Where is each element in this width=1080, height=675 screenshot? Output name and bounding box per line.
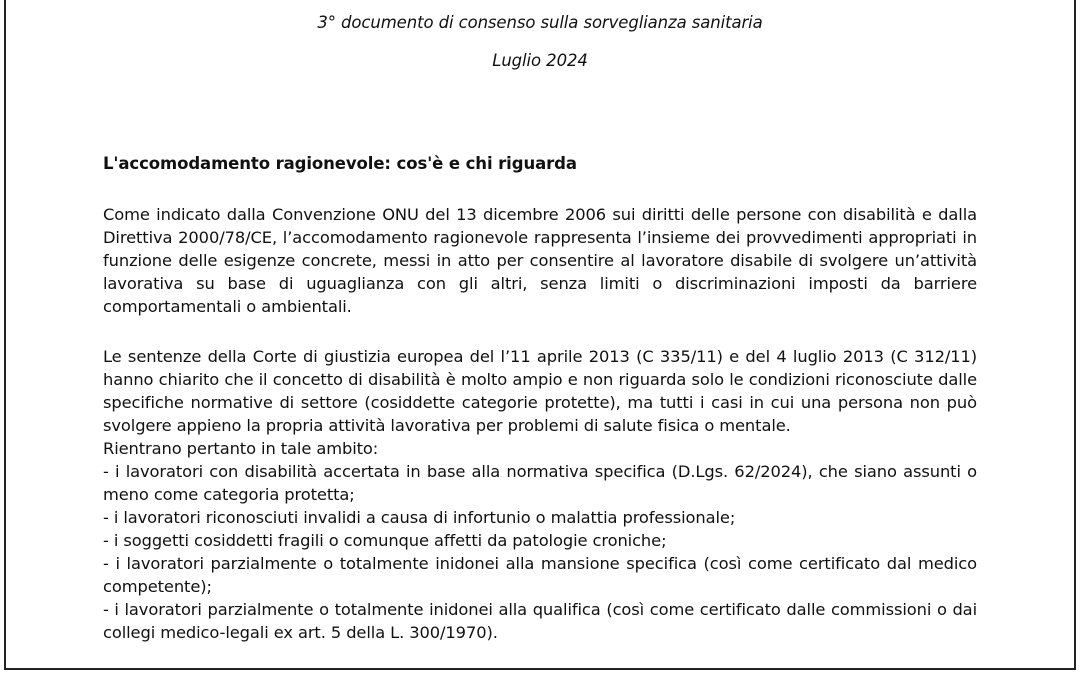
paragraph-line: Come indicato dalla Convenzione ONU del 13 dicembre 2006 sui diritti delle persone con disabilità e dalla [103, 205, 977, 224]
list-item: - i soggetti cosiddetti fragili o comunque affetti da patologie croniche; [103, 531, 667, 550]
paragraph-sentenze [103, 345, 977, 644]
paragraph-line: Le sentenze della Corte di giustizia europea del l’11 aprile 2013 (C 335/11) e del 4 luglio 2013 (C 312/11) [103, 347, 977, 366]
list-item: - i lavoratori con disabilità accertata in base alla normativa specifica (D.Lgs. 62/2024), che siano assunti o [103, 462, 977, 481]
list-item-continuation: meno come categoria protetta; [103, 485, 355, 504]
list-item-continuation: competente); [103, 577, 212, 596]
paragraph-line: Direttiva 2000/78/CE, l’accomodamento ragionevole rappresenta l’insieme dei provvedimenti appropriati in [103, 228, 977, 247]
paragraph-line: svolgere appieno la propria attività lavorativa per problemi di salute fisica o mentale. [103, 416, 791, 435]
list-item-continuation: collegi medico-legali ex art. 5 della L. 300/1970). [103, 623, 498, 642]
document-date: Luglio 2024 [492, 51, 588, 70]
paragraph-line: funzione delle esigenze concrete, messi in atto per consentire al lavoratore disabile di svolgere un’attività [103, 251, 977, 270]
list-item: - i lavoratori riconosciuti invalidi a causa di infortunio o malattia professionale; [103, 508, 736, 527]
list-item: - i lavoratori parzialmente o totalmente inidonei alla mansione specifica (così come certificato dal medico [103, 554, 977, 573]
paragraph-line: Rientrano pertanto in tale ambito: [103, 439, 379, 458]
document-title: 3° documento di consenso sulla sorveglianza sanitaria [317, 13, 763, 32]
paragraph-line: comportamentali o ambientali. [103, 297, 352, 316]
paragraph-line: hanno chiarito che il concetto di disabilità è molto ampio e non riguarda solo le condizioni riconosciute dalle [103, 370, 977, 389]
paragraph-line: lavorativa su base di uguaglianza con gli altri, senza limiti o discriminazioni imposti da barriere [103, 274, 977, 293]
section-heading: L'accomodamento ragionevole: cos'è e chi riguarda [103, 154, 577, 173]
list-item: - i lavoratori parzialmente o totalmente inidonei alla qualifica (così come certificato dalle commissioni o dai [103, 600, 977, 619]
paragraph-convenzione [103, 203, 977, 318]
paragraph-line: specifiche normative di settore (cosiddette categorie protette), ma tutti i casi in cui una persona non può [103, 393, 977, 412]
